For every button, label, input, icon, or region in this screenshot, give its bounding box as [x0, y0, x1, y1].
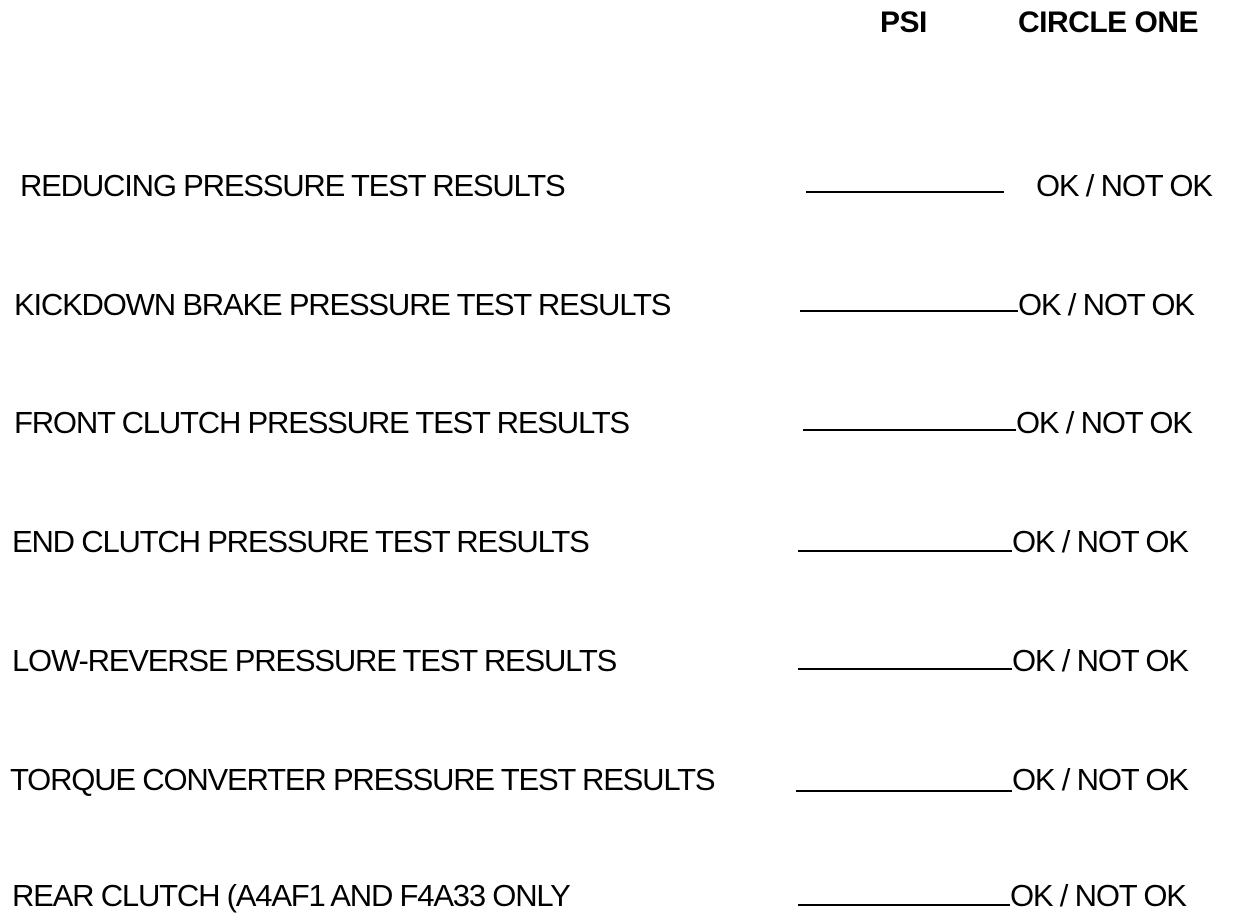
row-label: REAR CLUTCH (A4AF1 AND F4A33 ONLY: [12, 878, 570, 913]
row-label: FRONT CLUTCH PRESSURE TEST RESULTS: [14, 405, 629, 440]
low-reverse-pressure-row: [0, 643, 1248, 683]
psi-entry-line[interactable]: [806, 191, 1004, 193]
ok-not-ok-choice[interactable]: OK / NOT OK: [1016, 405, 1192, 440]
row-label: END CLUTCH PRESSURE TEST RESULTS: [12, 524, 589, 559]
row-label: REDUCING PRESSURE TEST RESULTS: [20, 168, 565, 203]
reducing-pressure-row: [0, 168, 1248, 208]
row-label: TORQUE CONVERTER PRESSURE TEST RESULTS: [10, 762, 715, 797]
psi-entry-line[interactable]: [800, 310, 1018, 312]
kickdown-brake-pressure-row: [0, 287, 1248, 327]
ok-not-ok-choice[interactable]: OK / NOT OK: [1012, 762, 1188, 797]
circle-one-column-header: CIRCLE ONE: [1018, 6, 1199, 39]
psi-entry-line[interactable]: [798, 550, 1012, 552]
ok-not-ok-choice[interactable]: OK / NOT OK: [1036, 168, 1212, 203]
ok-not-ok-choice[interactable]: OK / NOT OK: [1012, 643, 1188, 678]
end-clutch-pressure-row: [0, 524, 1248, 564]
row-label: LOW-REVERSE PRESSURE TEST RESULTS: [12, 643, 617, 678]
ok-not-ok-choice[interactable]: OK / NOT OK: [1010, 878, 1186, 913]
row-label: KICKDOWN BRAKE PRESSURE TEST RESULTS: [14, 287, 671, 322]
front-clutch-pressure-row: [0, 405, 1248, 445]
rear-clutch-pressure-row: [0, 878, 1248, 918]
psi-entry-line[interactable]: [798, 668, 1012, 670]
psi-column-header: PSI: [880, 6, 927, 39]
psi-entry-line[interactable]: [798, 904, 1010, 906]
ok-not-ok-choice[interactable]: OK / NOT OK: [1012, 524, 1188, 559]
psi-entry-line[interactable]: [796, 790, 1012, 792]
ok-not-ok-choice[interactable]: OK / NOT OK: [1018, 287, 1194, 322]
torque-converter-pressure-row: [0, 762, 1248, 802]
psi-entry-line[interactable]: [803, 429, 1016, 431]
